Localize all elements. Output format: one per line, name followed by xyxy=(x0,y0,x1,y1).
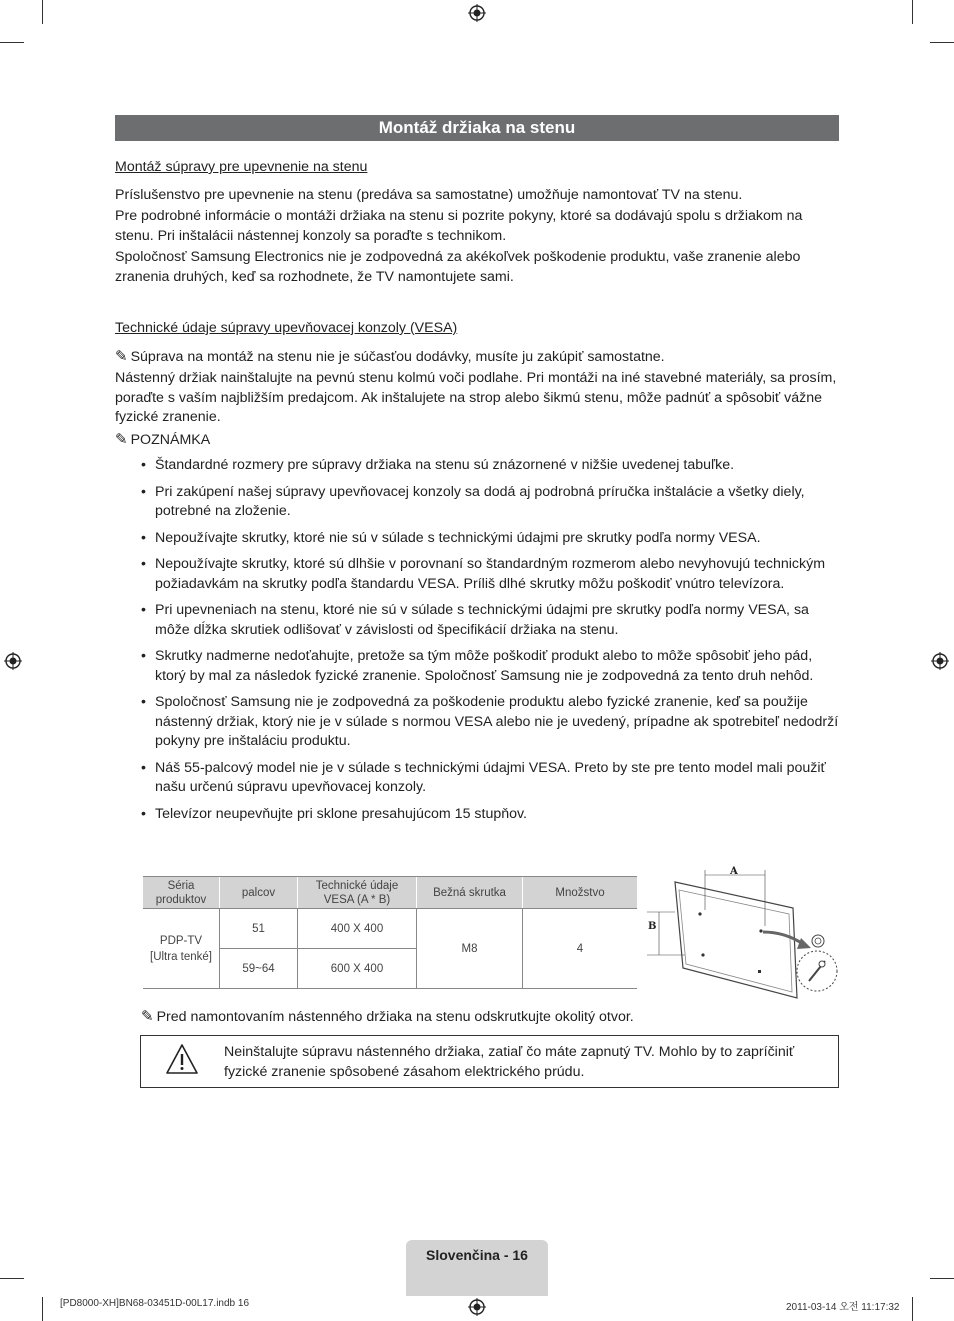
section-heading-wall-mount-kit: Montáž súpravy pre upevnenie na stenu xyxy=(115,159,368,175)
pencil-icon: ✎ xyxy=(141,1007,154,1025)
note-label-row xyxy=(115,430,839,451)
dimension-a-label: A xyxy=(730,866,738,877)
list-item: • Skrutky nadmerne nedoťahujte, pretože sa tým môže poškodiť produkt alebo to môže spôsobiť jeho pád, ktorý by mal za následok fyzické zranenie. Spoločnosť Samsung nie je zodpovedná za tento druh nehôd. xyxy=(115,647,839,686)
registration-mark-icon xyxy=(931,652,949,670)
list-item: • Pri zakúpení našej súpravy upevňovacej konzoly sa dodá aj podrobná príručka inštalácie a všetky diely, potrebné na zloženie. xyxy=(115,483,839,522)
pencil-icon: ✎ xyxy=(115,429,128,448)
note-text: Pred namontovaním nástenného držiaka na stenu odskrutkujte okolitý otvor. xyxy=(156,1009,634,1025)
crop-mark xyxy=(0,42,24,43)
pencil-icon: ✎ xyxy=(115,346,128,365)
inches-cell: 59~64 xyxy=(220,949,298,989)
list-item: • Štandardné rozmery pre súpravy držiaka na stenu sú znázornené v nižšie uvedenej tabuľke. xyxy=(115,456,839,476)
crop-mark xyxy=(912,1297,913,1321)
note-kit-not-included xyxy=(115,347,839,368)
registration-mark-icon xyxy=(468,4,486,22)
crop-mark xyxy=(930,1278,954,1279)
page-number-tab: Slovenčina - 16 xyxy=(406,1240,548,1296)
list-item: • Spoločnosť Samsung nie je zodpovedná za poškodenie produktu alebo fyzické zranenie, keď sa použije nástenný držiak, ktorý nie je v súlade s normou VESA alebo nie je uvedený, prípadne ak spotrebiteľ nedodrží pokyny pre inštaláciu produktu. xyxy=(115,693,839,752)
screw-cell: M8 xyxy=(417,909,523,989)
print-info-timestamp: 2011-03-14 오전 11:17:32 xyxy=(786,1302,900,1313)
column-header: Technické údaje VESA (A * B) xyxy=(298,877,417,909)
list-item: • Televízor neupevňujte pri sklone presahujúcom 15 stupňov. xyxy=(115,805,839,825)
print-info-file: [PD8000-XH]BN68-03451D-00L17.indb 16 xyxy=(60,1298,250,1309)
note-text: Súprava na montáž na stenu nie je súčasťou dodávky, musíte ju zakúpiť samostatne. xyxy=(130,348,665,365)
page-title: Montáž držiaka na stenu xyxy=(115,115,839,141)
series-name: PDP-TV xyxy=(159,934,203,947)
note-bullet-list xyxy=(115,456,839,824)
column-header: palcov xyxy=(220,877,298,909)
table-row xyxy=(143,909,637,949)
vesa-spec-table xyxy=(143,876,637,989)
paragraph: Príslušenstvo pre upevnenie na stenu (predáva sa samostatne) umožňuje namontovať TV na stenu. xyxy=(115,186,743,203)
warning-box xyxy=(140,1035,839,1088)
note-label: POZNÁMKA xyxy=(130,431,211,448)
vesa-cell: 400 X 400 xyxy=(298,909,417,949)
column-header: Množstvo xyxy=(523,877,638,909)
column-header: Bežná skrutka xyxy=(417,877,523,909)
inches-cell: 51 xyxy=(220,909,298,949)
main-content xyxy=(115,158,839,831)
crop-mark xyxy=(912,0,913,24)
list-item: • Pri upevneniach na stenu, ktoré nie sú v súlade s technickými údajmi pre skrutky podľa normy VESA, sa môže dĺžka skrutiek odlišovať v závislosti od špecifikácií držiaka na stenu. xyxy=(115,601,839,640)
crop-mark xyxy=(0,1278,24,1279)
series-type: [Ultra tenké] xyxy=(150,950,212,963)
list-item: • Náš 55-palcový model nie je v súlade s technickými údajmi VESA. Preto by ste pre tento model mali použiť našu určenú súpravu upevňovacej konzoly. xyxy=(115,759,839,798)
crop-mark xyxy=(930,42,954,43)
paragraph: Nástenný držiak nainštalujte na pevnú stenu kolmú voči podlahe. Pri montáži na iné stavebné materiály, sa prosím, poraďte s vaším najbližším predajcom. Ak inštalujete na strop alebo šikmú stenu, môže padnúť a spôsobiť vážne fyzické zranenie. xyxy=(115,370,837,425)
warning-text: Neinštalujte súpravu nástenného držiaka, zatiaľ čo máte zapnutý TV. Mohlo by to zapríčiniť fyzické zranenie spôsobené zásahom elektrického prúdu. xyxy=(224,1044,795,1080)
quantity-cell: 4 xyxy=(523,909,638,989)
section-heading-vesa-specs: Technické údaje súpravy upevňovacej konzoly (VESA) xyxy=(115,320,458,336)
note-remove-screws xyxy=(141,1007,634,1025)
crop-mark xyxy=(42,0,43,24)
registration-mark-icon xyxy=(4,652,22,670)
vesa-cell: 600 X 400 xyxy=(298,949,417,989)
list-item: • Nepoužívajte skrutky, ktoré sú dlhšie v porovnaní so štandardným rozmerom alebo nevyhovujú technickým požiadavkám na skrutky podľa štandardu VESA. Príliš dlhé skrutky môžu poškodiť vnútro televízora. xyxy=(115,555,839,594)
list-item: • Nepoužívajte skrutky, ktoré nie sú v súlade s technickými údajmi pre skrutky podľa normy VESA. xyxy=(115,529,839,549)
table-header-row xyxy=(143,877,637,909)
warning-icon xyxy=(165,1042,199,1076)
crop-mark xyxy=(42,1297,43,1321)
paragraph: Spoločnosť Samsung Electronics nie je zodpovedná za akékoľvek poškodenie produktu, vaše zranenie alebo zranenia druhých, keď sa rozhodnete, že TV namontujete sami. xyxy=(115,249,801,285)
column-header: Séria produktov xyxy=(143,877,220,909)
wall-mount-diagram xyxy=(645,860,845,1000)
paragraph: Pre podrobné informácie o montáži držiaka na stenu si pozrite pokyny, ktoré sa dodávajú spolu s držiakom na stenu. Pri inštalácii nástennej konzoly sa poraďte s technikom. xyxy=(115,208,803,244)
registration-mark-icon xyxy=(468,1298,486,1316)
dimension-b-label: B xyxy=(648,921,657,932)
series-cell xyxy=(143,909,220,989)
